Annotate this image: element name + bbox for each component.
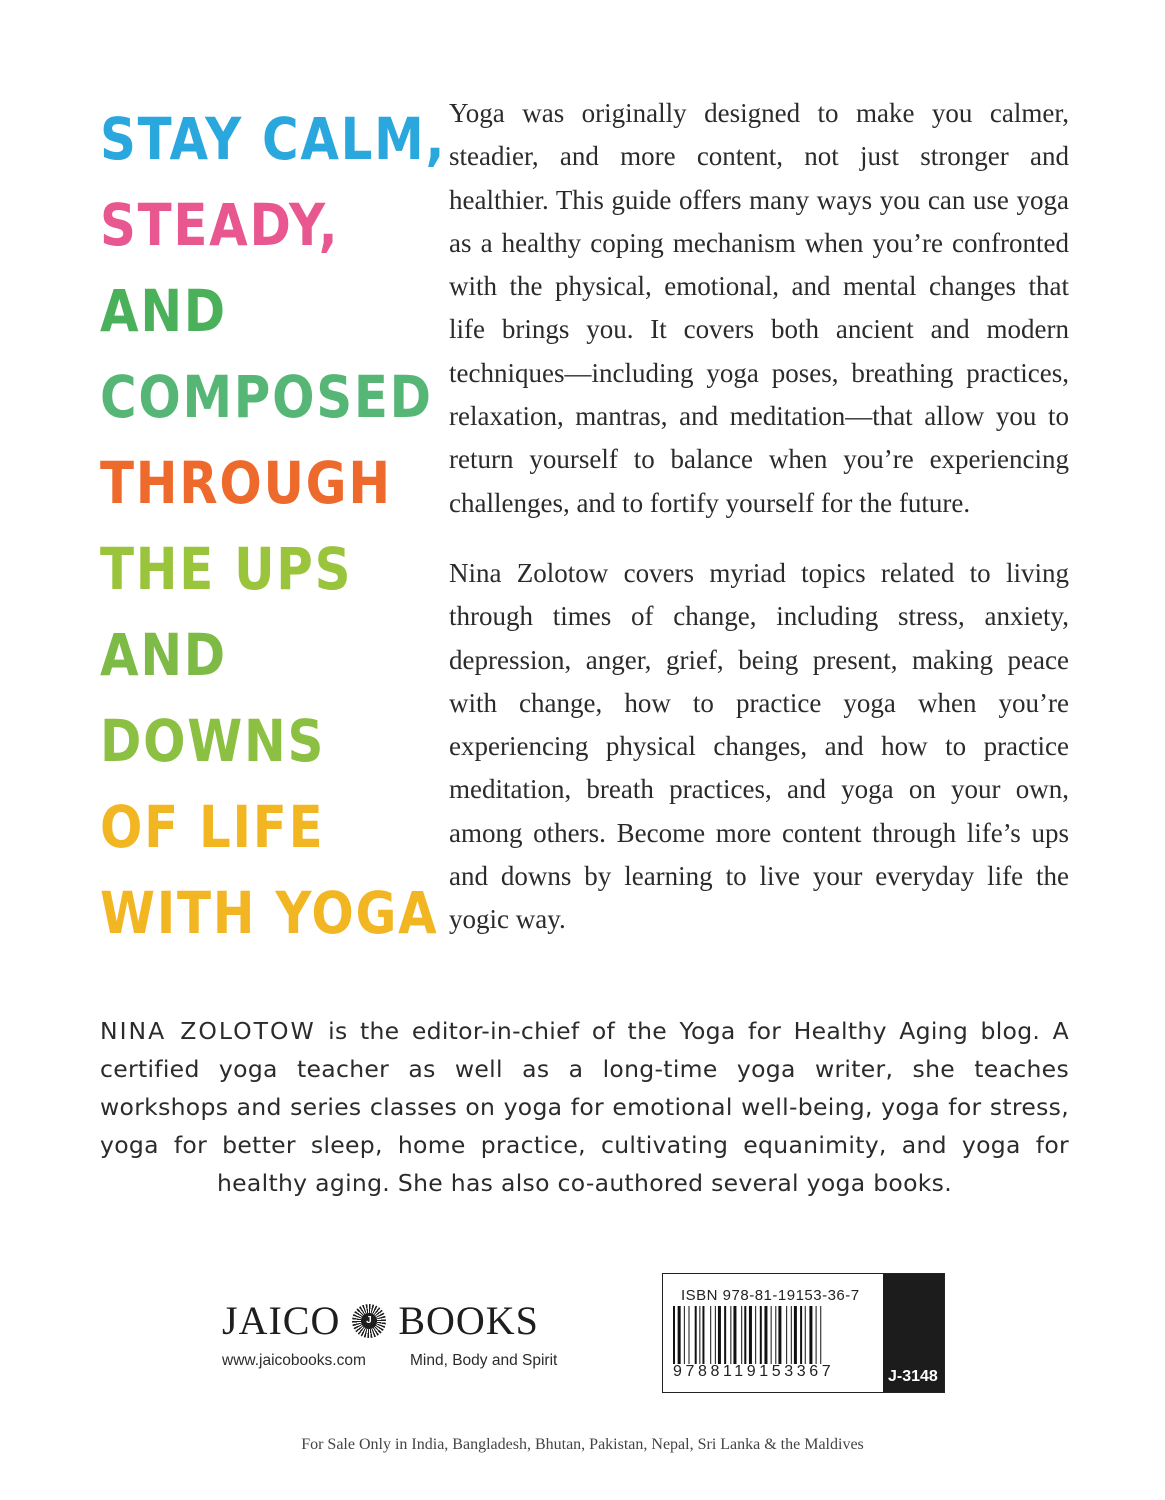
- barcode-bar-14: [744, 1306, 746, 1364]
- barcode-bar-29: [820, 1306, 821, 1364]
- headline-line-10: WITH YOGA: [100, 879, 439, 947]
- barcode-icon: [673, 1306, 878, 1364]
- barcode-bar-3: [689, 1306, 690, 1364]
- barcode-bar-1: [678, 1306, 681, 1364]
- barcode-bar-27: [809, 1306, 812, 1364]
- author-bio-text: is the editor-in-chief of the Yoga for Healthy Aging blog. A certified yoga teacher as well as a long-time yoga writer, she teaches workshops and series classes on yoga for emotional well-being, yoga for stress, yoga for better sleep, home practice, cultivating equanimity, and yoga for healthy aging. She has also co-authored several yoga books.: [100, 1017, 1069, 1197]
- headline-line-5: THROUGH: [100, 449, 392, 517]
- headline-line-3: AND: [100, 277, 227, 345]
- headline-line-6: THE UPS: [100, 535, 353, 603]
- barcode-digits: 9788119153367: [673, 1363, 835, 1380]
- isbn-barcode: [662, 1273, 945, 1393]
- barcode-bar-18: [764, 1306, 767, 1364]
- sales-territory-note: For Sale Only in India, Bangladesh, Bhutan, Pakistan, Nepal, Sri Lanka & the Maldives: [301, 1436, 864, 1453]
- barcode-bar-10: [724, 1306, 726, 1364]
- barcode-bar-15: [749, 1306, 752, 1364]
- barcode-bar-7: [710, 1306, 711, 1364]
- barcode-bar-22: [786, 1306, 787, 1364]
- description-paragraph-2: Nina Zolotow covers myriad topics related to living through times of change, including stress, anxiety, depression, anger, grief, being present, making peace with change, how to practice yoga when you’re experiencing physical changes, and how to practice meditation, breath practices, and yoga on your own, among others. Become more content through life’s ups and downs by learning to live your everyday life the yogic way.: [449, 557, 1069, 935]
- barcode-bar-6: [702, 1306, 704, 1364]
- publisher-url: www.jaicobooks.com: [222, 1352, 366, 1369]
- barcode-bar-20: [775, 1306, 776, 1364]
- barcode-bar-17: [760, 1306, 762, 1364]
- barcode-bar-9: [718, 1306, 721, 1364]
- barcode-bar-0: [673, 1306, 675, 1364]
- description-paragraph-1: Yoga was originally designed to make you calmer, steadier, and more content, not just stronger and healthier. This guide offers many ways you can use yoga as a healthy coping mechanism when you’re confronted with the physical, emotional, and mental changes that life brings you. It covers both ancient and modern techniques—including yoga poses, breathing practices, relaxation, mantras, and meditation—that allow you to return yourself to balance when you’re experiencing challenges, and to fortify yourself for the future.: [449, 98, 1069, 518]
- publisher-logo: [222, 1298, 557, 1344]
- catalog-code-tab: [883, 1274, 944, 1392]
- barcode-bar-26: [805, 1306, 806, 1364]
- barcode-bar-23: [791, 1306, 792, 1364]
- publisher-name-left: JAICO: [222, 1298, 341, 1343]
- author-name: NINA ZOLOTOW: [100, 1017, 316, 1045]
- author-bio: [100, 1012, 1069, 1202]
- barcode-bar-24: [794, 1306, 797, 1364]
- publisher-block: [222, 1298, 557, 1370]
- publisher-emblem-letter: J: [361, 1313, 377, 1329]
- barcode-bar-16: [755, 1306, 756, 1364]
- publisher-emblem-icon: [352, 1304, 386, 1338]
- barcode-bar-2: [684, 1306, 685, 1364]
- barcode-bar-4: [695, 1306, 697, 1364]
- barcode-bar-8: [715, 1306, 716, 1364]
- headline-line-2: STEADY,: [100, 191, 340, 259]
- publisher-tagline: Mind, Body and Spirit: [410, 1352, 558, 1369]
- headline-line-1: STAY CALM,: [100, 105, 447, 173]
- barcode-bar-21: [778, 1306, 781, 1364]
- barcode-bar-12: [733, 1306, 736, 1364]
- headline-line-7: AND: [100, 621, 227, 689]
- headline-line-8: DOWNS: [100, 707, 326, 775]
- barcode-bar-19: [771, 1306, 772, 1364]
- book-description: [449, 92, 1069, 942]
- headline-line-9: OF LIFE: [100, 793, 325, 861]
- publisher-name-right: BOOKS: [398, 1298, 539, 1343]
- barcode-bar-25: [800, 1306, 802, 1364]
- catalog-code: J-3148: [888, 1368, 938, 1385]
- barcode-bar-5: [699, 1306, 700, 1364]
- isbn-label: ISBN 978-81-19153-36-7: [681, 1287, 860, 1304]
- barcode-bar-28: [816, 1306, 817, 1364]
- barcode-bar-11: [730, 1306, 731, 1364]
- headline-line-4: COMPOSED: [100, 363, 433, 431]
- headline: [100, 96, 447, 956]
- barcode-bar-13: [741, 1306, 742, 1364]
